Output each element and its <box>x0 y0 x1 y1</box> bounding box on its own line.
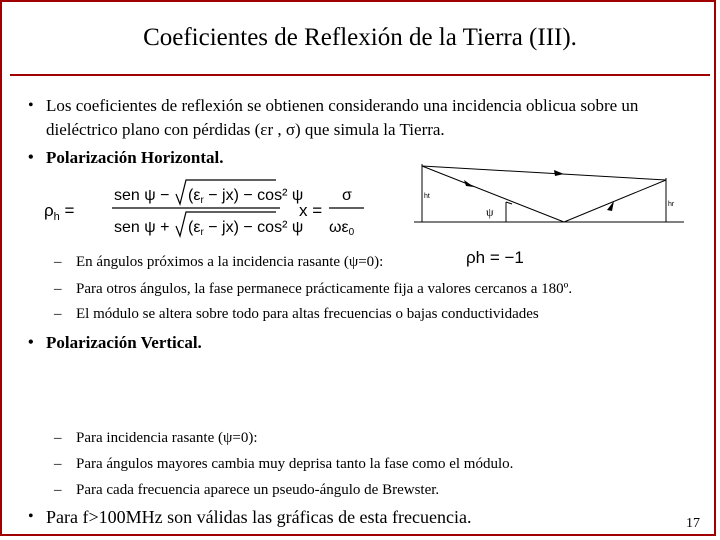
diagram-label-rx: hr <box>668 201 675 208</box>
subitem-vertical-2-text: Para ángulos mayores cambia muy deprisa tanto la fase como el módulo. <box>76 456 514 472</box>
rho-h-equation <box>44 176 374 242</box>
dash-symbol: – <box>54 482 62 498</box>
subitem-vertical-3 <box>54 480 440 500</box>
subitem-horizontal-3 <box>54 304 539 324</box>
dash-symbol: – <box>54 430 62 446</box>
svg-text:(εr − jx) − cos² ψ: (εr − jx) − cos² ψ <box>188 219 304 238</box>
dash-symbol: – <box>54 254 62 270</box>
bullet-intro-text: Los coeficientes de reflexión se obtienen considerando una incidencia oblicua sobre un dieléctrico plano con pérdidas (εr , σ) que simula la Tierra. <box>46 96 639 139</box>
dash-symbol: – <box>54 456 62 472</box>
svg-text:sen ψ +: sen ψ + <box>114 219 170 236</box>
slide-title: Coeficientes de Reflexión de la Tierra (III). <box>143 24 577 51</box>
diagram-angle: ψ <box>486 205 494 219</box>
subitem-vertical-1 <box>54 428 258 448</box>
title-divider <box>10 74 710 76</box>
subitem-horizontal-3-text: El módulo se altera sobre todo para altas frecuencias o bajas conductividades <box>76 306 539 322</box>
svg-text:σ: σ <box>342 187 352 204</box>
bullet-frequency <box>28 505 472 529</box>
bullet-vertical <box>28 331 202 355</box>
bullet-symbol: • <box>28 508 34 525</box>
rho-h-rasante-equation: ρh = −1 <box>466 248 524 267</box>
bullet-frequency-text: Para f>100MHz son válidas las gráficas de esta frecuencia. <box>46 507 472 527</box>
subitem-vertical-1-text: Para incidencia rasante (ψ=0): <box>76 430 258 446</box>
subitem-horizontal-1 <box>54 252 384 272</box>
svg-text:(εr − jx) − cos² ψ: (εr − jx) − cos² ψ <box>188 187 304 206</box>
bullet-symbol: • <box>28 149 34 166</box>
bullet-intro <box>28 94 696 142</box>
dash-symbol: – <box>54 306 62 322</box>
dash-symbol: – <box>54 281 62 297</box>
subitem-vertical-2 <box>54 454 514 474</box>
subitem-horizontal-2-text: Para otros ángulos, la fase permanece prácticamente fija a valores cercanos a 180º. <box>76 281 573 297</box>
bullet-vertical-text: Polarización Vertical. <box>46 333 202 352</box>
bullet-symbol: • <box>28 334 34 351</box>
subitem-vertical-3-text: Para cada frecuencia aparece un pseudo-ángulo de Brewster. <box>76 482 440 498</box>
svg-text:ρh =: $\rho_h$ = <box>44 201 75 223</box>
reflection-diagram <box>414 158 684 234</box>
svg-text:sen ψ −: sen ψ − <box>114 187 170 204</box>
bullet-horizontal-text: Polarización Horizontal. <box>46 148 224 167</box>
diagram-label-tx: ht <box>424 193 430 200</box>
bullet-symbol: • <box>28 97 34 114</box>
page-number: 17 <box>686 516 700 531</box>
subitem-horizontal-2 <box>54 279 573 299</box>
svg-text:x =: x = <box>299 201 323 220</box>
subitem-horizontal-1-text: En ángulos próximos a la incidencia rasante (ψ=0): <box>76 254 384 270</box>
svg-text:ωε0: ωε0 <box>329 219 355 238</box>
bullet-horizontal <box>28 146 224 170</box>
